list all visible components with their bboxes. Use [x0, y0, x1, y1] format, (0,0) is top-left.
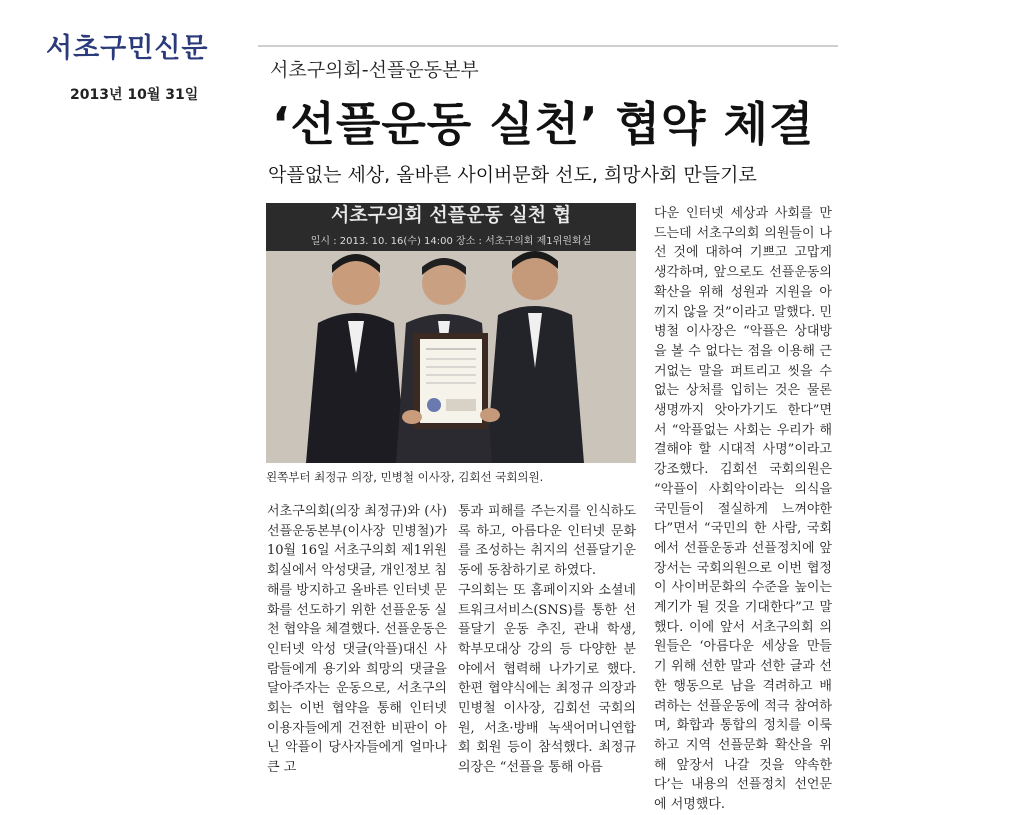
photo-caption: 왼쪽부터 최정규 의장, 민병철 이사장, 김회선 국회의원. [266, 470, 544, 484]
header-rule [258, 45, 838, 47]
masthead: 서초구민신문 [46, 33, 209, 64]
article-photo [266, 203, 636, 463]
article-column-1: 서초구의회(의장 최정규)와 (사)선플운동본부(이사장 민병철)가 10월 16일 서초구의회 제1위원회실에서 악성댓글, 개인정보 침해를 방지하고 올바른 인터넷 문화를 선도하기 위한 선플운동 실천 협약을 체결했다. 선플운동은 인터넷 악성 댓글(악플)대신 사람들에게 용기와 희망의 댓글을 달아주자는 운동으로, 서초구의회는 이번 협약을 통해 인터넷 이용자들에게 건전한 비판이 아닌 악플이 당사자들에게 얼마나 큰 고 [267, 504, 447, 776]
article-headline: ‘선플운동 실천’ 협약 체결 [272, 97, 815, 151]
photo-banner-text: 서초구의회 선플운동 실천 협 [330, 204, 572, 226]
framed-agreement [414, 333, 488, 429]
hand-left [402, 410, 422, 424]
article-subhead: 악플없는 세상, 올바른 사이버문화 선도, 희망사회 만들기로 [268, 164, 757, 186]
article-kicker: 서초구의회-선플운동본부 [270, 59, 479, 81]
article-column-3: 다운 인터넷 세상과 사회를 만드는데 서초구의회 의원들이 나선 것에 대하여 기쁘고 고맙게 생각하며, 앞으로도 선플운동의 확산을 위해 성원과 지원을 아끼지 않을 것”이라고 말했다. 민병철 이사장은 “악플은 상대방을 볼 수 없다는 점을 이용해 근거없는 말을 퍼트리고 씻을 수 없는 상처를 입히는 것은 물론 생명까지 앗아가기도 한다”면서 “악플없는 사회는 우리가 해결해야 할 시대적 사명”이라고 강조했다. 김회선 국회의원은 “악플이 사회악이라는 의식을 국민들이 절실하게 느껴야한다”면서 “국민의 한 사람, 국회에서 선플운동과 선플정치에 앞장서는 국회의원으로 이번 협정이 사이버문화의 수준을 높이는 계기가 될 것을 기대한다”고 말했다. 이에 앞서 서초구의회 의원들은 ‘아름다운 세상을 만들기 위해 선한 말과 선한 글과 선한 행동으로 남을 격려하고 배려하는 선플운동에 적극 참여하며, 화합과 통합의 정치를 이룩하고 지역 선플문화 확산을 위해 앞장서 나갈 것을 약속한다’는 내용의 선플정치 선언문에 서명했다. [654, 206, 833, 813]
hand-right [480, 408, 500, 422]
publication-date: 2013년 10월 31일 [70, 87, 199, 103]
photo-banner-subtext: 일시 : 2013. 10. 16(수) 14:00 장소 : 서초구의회 제1위원회실 [310, 236, 592, 247]
article-column-2: 통과 피해를 주는지를 인식하도록 하고, 아름다운 인터넷 문화를 조성하는 취지의 선플달기운동에 동참하기로 하였다. 구의회는 또 홈페이지와 소셜네트워크서비스(SNS)를 통한 선플달기 운동 추진, 관내 학생, 학부모대상 강의 등 다양한 분야에서 협력해 나가기로 했다. 한편 협약식에는 최정규 의장과 민병철 이사장, 김회선 국회의원, 서초·방배 녹색어머니연합회 회원 등이 참석했다. 최정규 의장은 “선플을 통해 아름 [458, 504, 636, 776]
